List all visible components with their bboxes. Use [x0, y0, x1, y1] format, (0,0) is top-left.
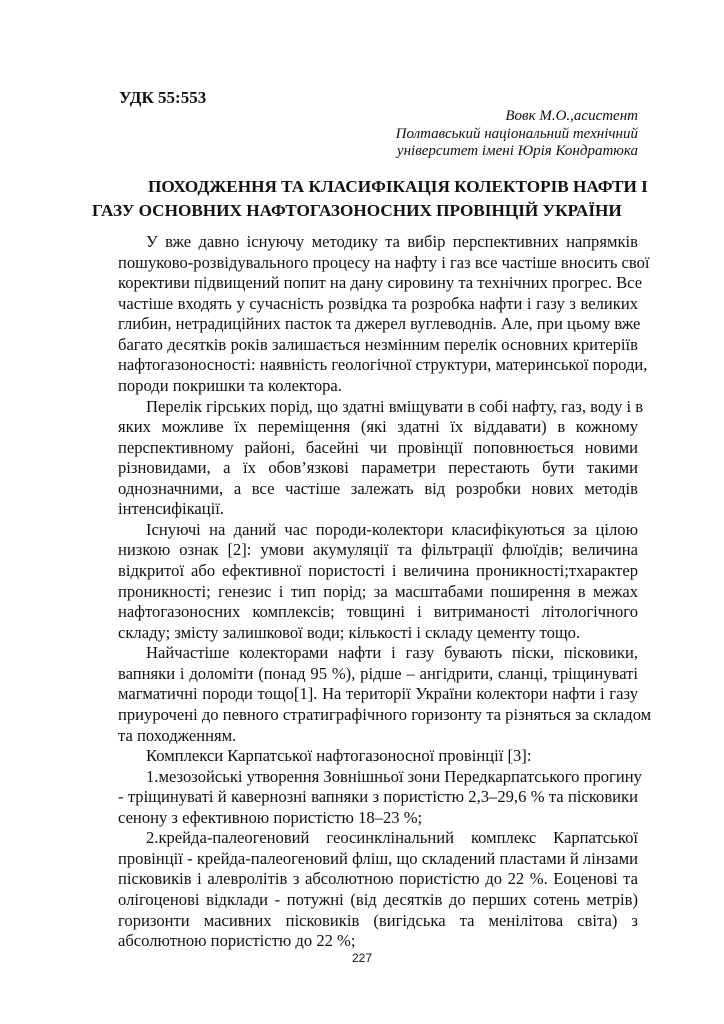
text-line: сенону з ефективною пористістю 18–23 %;: [118, 807, 423, 827]
text-line: корективи підвищений попит на дану сировину та технічних прогрес. Все: [118, 273, 643, 293]
title-line: ПОХОДЖЕННЯ ТА КЛАСИФІКАЦІЯ КОЛЕКТОРІВ НАФТИ І: [148, 177, 648, 196]
text-line: глибин, нетрадиційних пасток та джерел вуглеводнів. Але, при цьому вже: [118, 314, 641, 334]
author-affiliation: Полтавський національний технічний: [395, 125, 638, 142]
text-line: 2.крейда-палеогеновий геосинклінальний комплекс Карпатської: [146, 828, 638, 848]
text-line: - тріщинуваті й кавернозні вапняки з пористістю 2,3–29,6 % та пісковики: [118, 787, 638, 807]
text-line: складу; змісту залишкової води; кількості і складу цементу тощо.: [118, 622, 581, 642]
text-line: нафтогазоносності: наявність геологічної структури, материнської породи,: [118, 355, 648, 375]
text-line: провінції - крейда-палеогеновий фліш, що складений пластами й лінзами: [118, 848, 638, 868]
text-line: Комплекси Карпатської нафтогазоносної провінції [3]:: [146, 746, 532, 766]
text-line: багато десятків років залишається незмінним перелік основних критеріїв: [118, 334, 638, 354]
text-line: різновидами, а їх обов’язкові параметри перестають бути такими: [118, 458, 638, 478]
paragraph: [118, 828, 638, 951]
title-line: ГАЗУ ОСНОВНИХ НАФТОГАЗОНОСНИХ ПРОВІНЦІЙ УКРАЇНИ: [92, 201, 622, 220]
udk-code: УДК 55:553: [119, 88, 207, 107]
author-block: [396, 108, 638, 161]
text-line: Найчастіше колекторами нафти і газу бувають піски, пісковики,: [146, 643, 638, 663]
text-line: нафтогазоносних комплексів; товщині і витриманості літологічного: [118, 602, 638, 622]
text-line: інтенсифікації.: [118, 499, 225, 519]
text-line: горизонти масивних пісковиків (вигідська та менілітова світа) з: [118, 910, 638, 930]
text-line: пошуково-розвідувального процесу на нафту і газ все частіше вносить свої: [118, 252, 650, 272]
text-line: Існуючі на даний час породи-колектори класифікуються за цілою: [146, 519, 638, 539]
text-line: яких можливе їх переміщення (які здатні їх віддавати) в кожному: [118, 417, 638, 437]
text-line: низкою ознак [2]: умови акумуляції та фільтрації флюїдів; величина: [118, 540, 638, 560]
text-line: однозначними, а все частіше залежать від розробки нових методів: [118, 478, 638, 498]
paragraph: [118, 520, 638, 643]
paragraph: [118, 746, 638, 767]
text-line: Перелік гірських порід, що здатні вміщувати в собі нафту, газ, воду і в: [146, 396, 644, 416]
text-line: проникності; генезис і тип порід; за масштабами поширення в межах: [118, 581, 638, 601]
text-line: породи покришки та колектора.: [118, 375, 342, 395]
paragraph: [118, 766, 642, 829]
text-line: приурочені до певного стратиграфічного горизонту та різняться за складом: [118, 704, 652, 724]
text-line: У вже давно існуючу методику та вибір перспективних напрямків: [146, 232, 638, 251]
author-name: Вовк М.О.,асистент: [505, 108, 638, 124]
paragraph: [118, 643, 652, 746]
paragraph: [118, 396, 644, 520]
text-line: олігоценові відклади - потужні (від десятків до перших сотень метрів): [118, 890, 638, 909]
text-line: магматичні породи тощо[1]. На території України колектори нафти і газу: [118, 684, 638, 704]
text-line: вапняки і доломіти (понад 95 %), рідше – ангідрити, сланці, тріщинуваті: [118, 663, 638, 683]
text-line: відкритої або ефективної пористості і величина проникності;тхарактер: [118, 561, 638, 580]
text-line: 1.мезозойські утворення Зовнішньої зони Передкарпатського прогину: [146, 766, 642, 786]
page-number: 227: [351, 951, 373, 965]
article-body: [118, 232, 652, 952]
text-line: перспективному районі, басейні чи провінції поповнюється новими: [118, 437, 638, 457]
text-line: абсолютною пористістю до 22 %;: [118, 931, 356, 951]
text-line: та походженням.: [118, 725, 237, 745]
paragraph: [118, 232, 650, 397]
text-line: пісковиків і алевролітів з абсолютною пористістю до 22 %. Еоценові та: [118, 869, 638, 889]
author-affiliation: університет імені Юрія Кондратюка: [396, 143, 638, 159]
text-line: частіше входять у сучасність розвідка та розробка нафти і газу з великих: [118, 293, 638, 313]
